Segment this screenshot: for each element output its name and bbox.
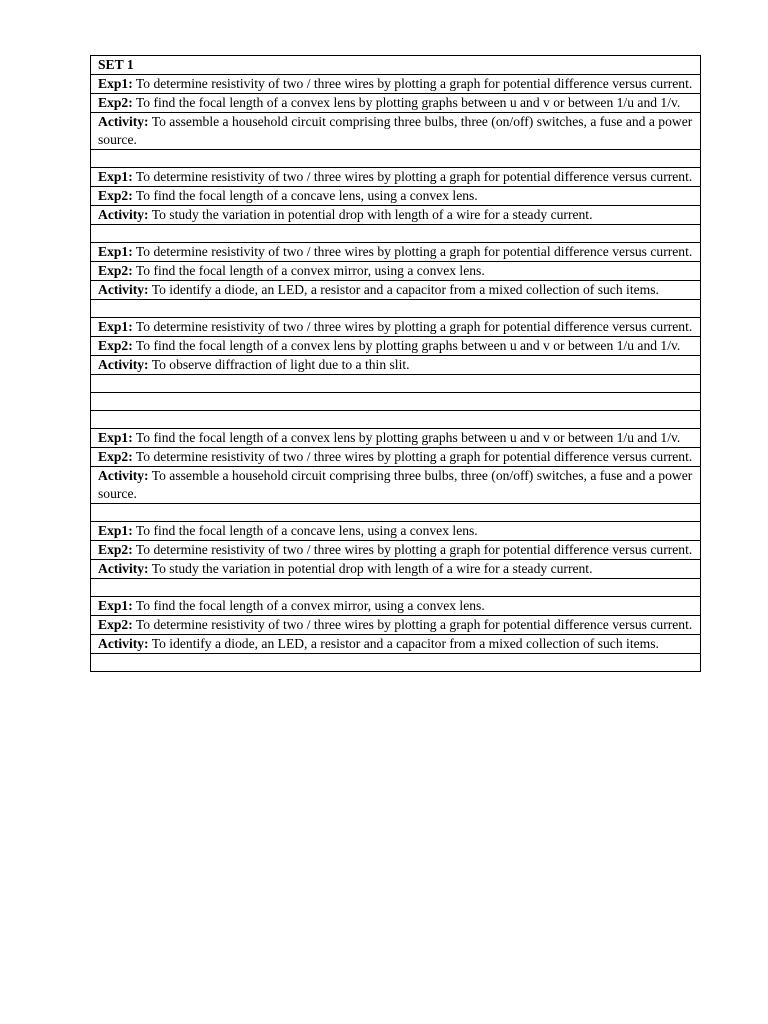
item-cell xyxy=(91,448,701,467)
item-label: Activity: xyxy=(98,561,149,576)
blank-cell xyxy=(91,654,701,672)
set-header-cell xyxy=(91,56,701,75)
item-label: Exp2: xyxy=(98,95,133,110)
blank-separator-row xyxy=(91,504,701,522)
table-row xyxy=(91,168,701,187)
table-row xyxy=(91,318,701,337)
item-label: Exp1: xyxy=(98,319,133,334)
item-cell xyxy=(91,187,701,206)
set-header-row xyxy=(91,56,701,75)
blank-cell xyxy=(91,150,701,168)
table-row xyxy=(91,94,701,113)
blank-separator-row xyxy=(91,411,701,429)
item-description: To assemble a household circuit comprising three bulbs, three (on/off) switches, a fuse and a power source. xyxy=(98,468,693,501)
table-row xyxy=(91,187,701,206)
item-description: To observe diffraction of light due to a thin slit. xyxy=(151,357,410,372)
blank-cell xyxy=(91,300,701,318)
table-row xyxy=(91,522,701,541)
blank-separator-row xyxy=(91,150,701,168)
item-cell xyxy=(91,168,701,187)
item-label: Exp2: xyxy=(98,449,133,464)
blank-cell xyxy=(91,225,701,243)
item-label: Activity: xyxy=(98,636,149,651)
table-row xyxy=(91,356,701,375)
item-description: To find the focal length of a convex mirror, using a convex lens. xyxy=(135,263,485,278)
table-row xyxy=(91,597,701,616)
table-row xyxy=(91,281,701,300)
item-description: To identify a diode, an LED, a resistor and a capacitor from a mixed collection of such items. xyxy=(151,282,659,297)
item-cell xyxy=(91,281,701,300)
blank-separator-row xyxy=(91,225,701,243)
table-row xyxy=(91,206,701,225)
table-row xyxy=(91,113,701,150)
table-row xyxy=(91,616,701,635)
item-label: Exp1: xyxy=(98,169,133,184)
item-cell xyxy=(91,337,701,356)
set-title: SET 1 xyxy=(98,57,134,72)
item-label: Exp2: xyxy=(98,338,133,353)
blank-separator-row xyxy=(91,579,701,597)
item-description: To find the focal length of a concave lens, using a convex lens. xyxy=(135,523,478,538)
item-label: Activity: xyxy=(98,357,149,372)
item-cell xyxy=(91,243,701,262)
table-row xyxy=(91,243,701,262)
item-label: Exp2: xyxy=(98,617,133,632)
item-description: To find the focal length of a convex lens by plotting graphs between u and v or between 1/u and 1/v. xyxy=(135,338,681,353)
table-row xyxy=(91,262,701,281)
item-cell xyxy=(91,75,701,94)
item-label: Activity: xyxy=(98,468,149,483)
table-row xyxy=(91,541,701,560)
item-cell xyxy=(91,318,701,337)
item-label: Activity: xyxy=(98,207,149,222)
item-description: To determine resistivity of two / three wires by plotting a graph for potential difference versus current. xyxy=(135,169,693,184)
item-cell xyxy=(91,522,701,541)
item-cell xyxy=(91,616,701,635)
item-description: To find the focal length of a concave lens, using a convex lens. xyxy=(135,188,478,203)
item-label: Exp2: xyxy=(98,542,133,557)
item-cell xyxy=(91,635,701,654)
item-label: Exp1: xyxy=(98,244,133,259)
item-label: Exp1: xyxy=(98,598,133,613)
item-description: To find the focal length of a convex lens by plotting graphs between u and v or between 1/u and 1/v. xyxy=(135,95,681,110)
item-cell xyxy=(91,94,701,113)
table-row xyxy=(91,560,701,579)
item-description: To find the focal length of a convex lens by plotting graphs between u and v or between 1/u and 1/v. xyxy=(135,430,681,445)
blank-separator-row xyxy=(91,654,701,672)
blank-cell xyxy=(91,411,701,429)
table-body xyxy=(91,56,701,672)
item-cell xyxy=(91,206,701,225)
item-label: Exp2: xyxy=(98,188,133,203)
item-cell xyxy=(91,113,701,150)
item-description: To study the variation in potential drop with length of a wire for a steady current. xyxy=(151,561,593,576)
item-description: To study the variation in potential drop with length of a wire for a steady current. xyxy=(151,207,593,222)
item-description: To assemble a household circuit comprising three bulbs, three (on/off) switches, a fuse and a power source. xyxy=(98,114,693,147)
item-description: To find the focal length of a convex mirror, using a convex lens. xyxy=(135,598,485,613)
item-description: To determine resistivity of two / three wires by plotting a graph for potential difference versus current. xyxy=(135,76,693,91)
item-cell xyxy=(91,262,701,281)
blank-separator-row xyxy=(91,375,701,393)
table-row xyxy=(91,75,701,94)
item-description: To determine resistivity of two / three wires by plotting a graph for potential difference versus current. xyxy=(135,319,693,334)
item-label: Exp2: xyxy=(98,263,133,278)
item-label: Exp1: xyxy=(98,523,133,538)
item-description: To determine resistivity of two / three wires by plotting a graph for potential difference versus current. xyxy=(135,244,693,259)
blank-cell xyxy=(91,375,701,393)
table-row xyxy=(91,635,701,654)
blank-cell xyxy=(91,504,701,522)
experiment-sets-table xyxy=(90,55,701,672)
item-description: To identify a diode, an LED, a resistor and a capacitor from a mixed collection of such items. xyxy=(151,636,659,651)
item-description: To determine resistivity of two / three wires by plotting a graph for potential difference versus current. xyxy=(135,542,693,557)
item-label: Activity: xyxy=(98,282,149,297)
item-description: To determine resistivity of two / three wires by plotting a graph for potential difference versus current. xyxy=(135,449,693,464)
blank-cell xyxy=(91,393,701,411)
item-label: Exp1: xyxy=(98,430,133,445)
item-description: To determine resistivity of two / three wires by plotting a graph for potential difference versus current. xyxy=(135,617,693,632)
table-row xyxy=(91,429,701,448)
blank-separator-row xyxy=(91,393,701,411)
item-cell xyxy=(91,429,701,448)
item-cell xyxy=(91,356,701,375)
item-cell xyxy=(91,560,701,579)
blank-separator-row xyxy=(91,300,701,318)
table-row xyxy=(91,448,701,467)
item-cell xyxy=(91,541,701,560)
table-row xyxy=(91,467,701,504)
item-cell xyxy=(91,597,701,616)
item-label: Exp1: xyxy=(98,76,133,91)
item-cell xyxy=(91,467,701,504)
blank-cell xyxy=(91,579,701,597)
table-row xyxy=(91,337,701,356)
item-label: Activity: xyxy=(98,114,149,129)
